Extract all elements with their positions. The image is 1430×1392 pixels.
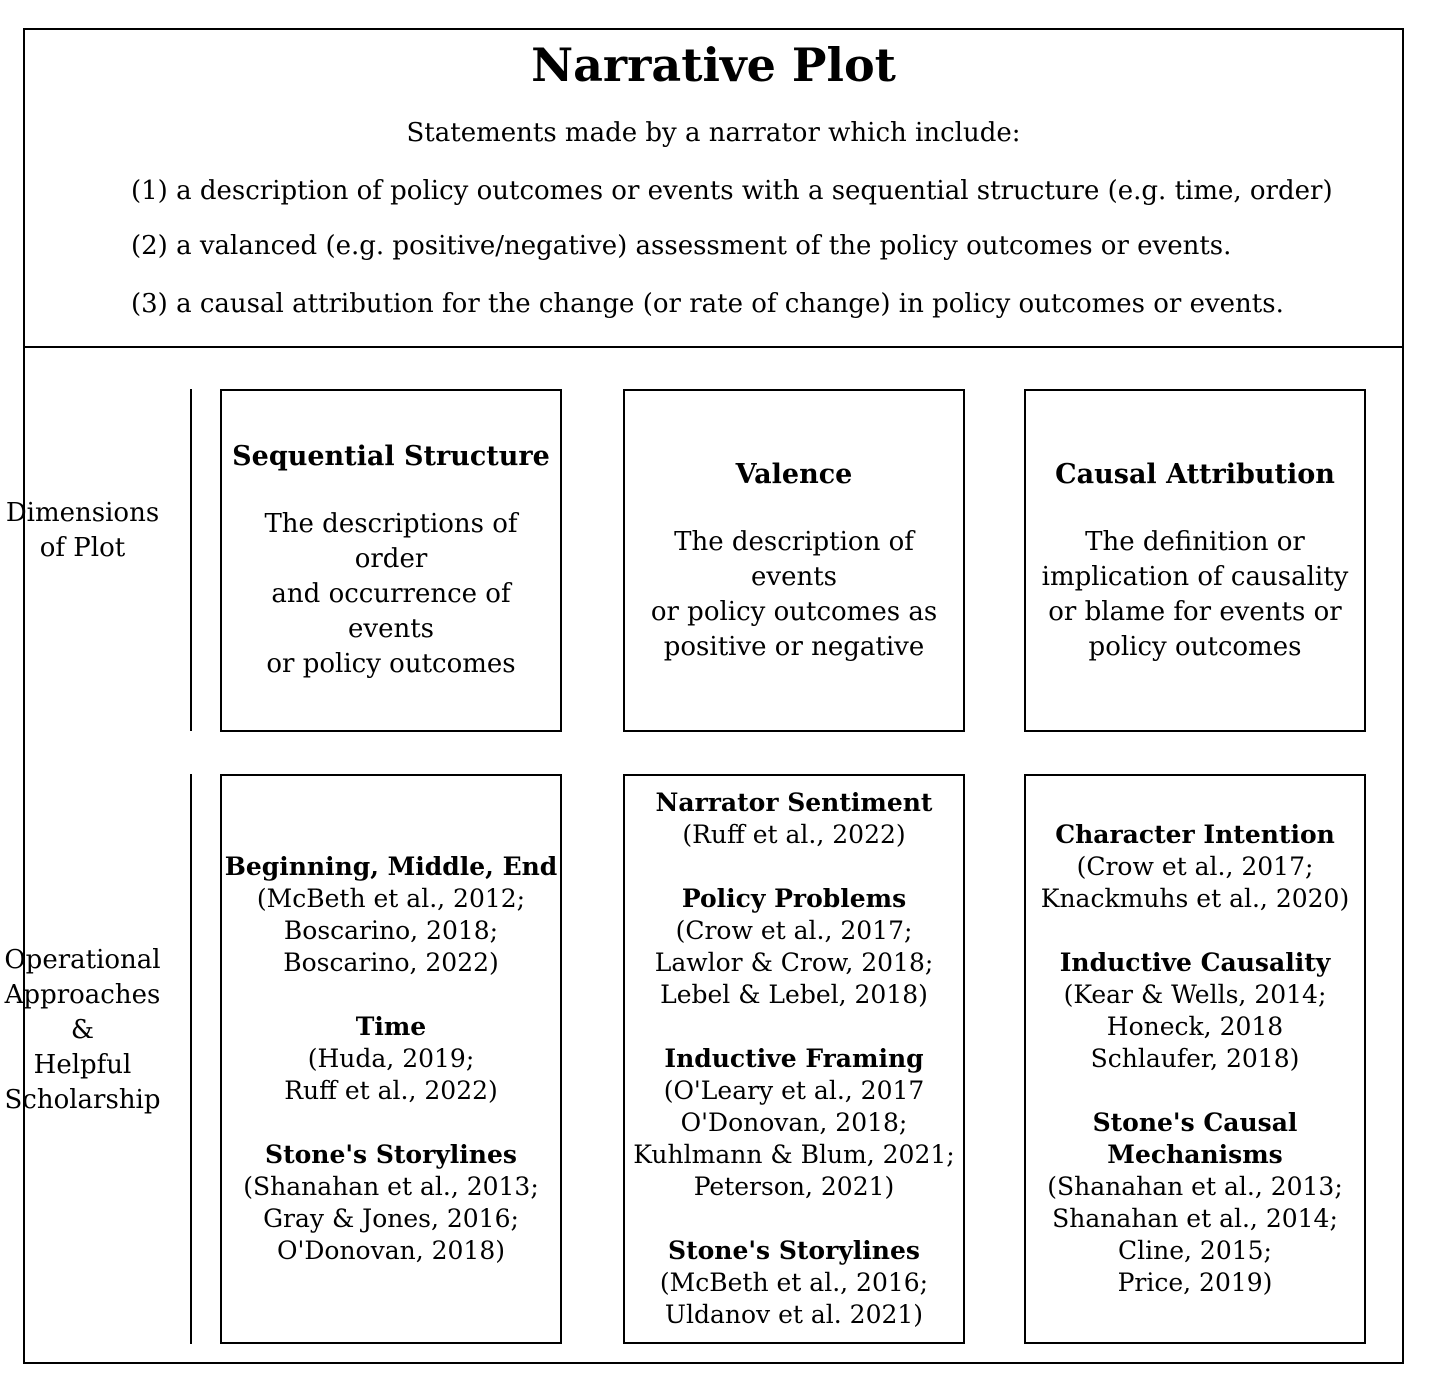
approach-title: Stone's Storylines <box>265 1140 517 1169</box>
approach-title: Beginning, Middle, End <box>224 852 558 881</box>
dimension-description <box>1038 525 1353 665</box>
row-label-line: Approaches <box>4 980 161 1010</box>
citation-line: (McBeth et al., 2016; <box>659 1268 929 1297</box>
approach-group <box>656 787 933 851</box>
dimension-heading: Valence <box>735 458 853 490</box>
citation-line: (Shanahan et al., 2013; <box>1047 1172 1343 1201</box>
description-line: The description of events <box>674 526 914 592</box>
approach-title: Inductive Framing <box>664 1044 924 1073</box>
approach-group <box>633 1043 954 1203</box>
row-label-line: Scholarship <box>4 1085 161 1115</box>
approach-group <box>655 883 934 1011</box>
citation-line: (Huda, 2019; <box>307 1044 475 1073</box>
citation-line: Uldanov et al. 2021) <box>664 1300 924 1329</box>
row-label-line: Dimensions <box>5 498 160 528</box>
citation-line: Kuhlmann & Blum, 2021; <box>633 1140 955 1169</box>
row-label-dimensions <box>0 496 165 566</box>
approach-title: Stone's Causal <box>1092 1108 1298 1137</box>
header-panel <box>25 30 1402 348</box>
approach-title: Narrator Sentiment <box>655 788 933 817</box>
dimension-box-valence <box>623 389 965 732</box>
citation-line: Boscarino, 2018; <box>283 916 499 945</box>
citation-line: Schlaufer, 2018) <box>1090 1044 1300 1073</box>
approaches-box-valence <box>623 774 965 1344</box>
approach-group <box>243 1139 539 1267</box>
approach-title: Time <box>355 1012 427 1041</box>
approach-group <box>225 851 558 979</box>
approach-title: Inductive Causality <box>1059 948 1331 977</box>
row-divider-line <box>190 774 192 1344</box>
approach-group <box>284 1011 498 1107</box>
row-label-operational <box>0 943 165 1118</box>
approaches-box-sequential <box>220 774 562 1344</box>
dimension-box-sequential <box>220 389 562 732</box>
citation-line: Boscarino, 2022) <box>283 948 499 977</box>
citation-line: Lebel & Lebel, 2018) <box>660 980 928 1009</box>
approach-group <box>1047 1107 1343 1299</box>
citation-line: (Ruff et al., 2022) <box>682 820 906 849</box>
diagram-subtitle: Statements made by a narrator which include: <box>406 118 1021 148</box>
diagram-title: Narrative Plot <box>531 38 896 92</box>
citation-line: O'Donovan, 2018; <box>680 1108 908 1137</box>
description-line: The descriptions of order <box>264 509 518 574</box>
criterion-item: (1) a description of policy outcomes or events with a sequential structure (e.g. time, order) <box>131 176 1333 206</box>
row-label-line: Helpful <box>33 1050 132 1080</box>
dimension-heading: Sequential Structure <box>232 441 550 472</box>
citation-line: Peterson, 2021) <box>693 1172 895 1201</box>
citation-line: Honeck, 2018 <box>1106 1012 1284 1041</box>
citation-line: Cline, 2015; <box>1118 1236 1272 1265</box>
approach-group <box>1060 947 1331 1075</box>
description-line: implication of causality <box>1041 561 1349 592</box>
criterion-item: (2) a valanced (e.g. positive/negative) assessment of the policy outcomes or events. <box>131 231 1232 261</box>
approach-title: Stone's Storylines <box>668 1236 920 1265</box>
approach-title: Character Intention <box>1055 820 1335 849</box>
dimension-heading: Causal Attribution <box>1055 458 1335 490</box>
description-line: and occurrence of events <box>271 579 511 644</box>
citation-line: (O'Leary et al., 2017 <box>663 1076 925 1105</box>
dimension-description <box>222 507 560 682</box>
citation-line: (Crow et al., 2017; <box>675 916 913 945</box>
citation-line: Ruff et al., 2022) <box>284 1076 498 1105</box>
row-label-line: Operational <box>4 945 161 975</box>
citation-line: Knackmuhs et al., 2020) <box>1040 884 1350 913</box>
dimension-description <box>625 525 963 665</box>
criterion-item: (3) a causal attribution for the change (or rate of change) in policy outcomes or events. <box>131 289 1284 319</box>
approaches-box-causal <box>1024 774 1366 1344</box>
dimension-box-causal <box>1024 389 1366 732</box>
citation-line: Gray & Jones, 2016; <box>263 1204 519 1233</box>
citation-line: Lawlor & Crow, 2018; <box>654 948 934 977</box>
description-line: or blame for events or <box>1048 596 1342 627</box>
approach-group <box>1041 819 1349 915</box>
row-label-line: & <box>70 1015 95 1045</box>
description-line: positive or negative <box>663 631 925 662</box>
citation-line: (McBeth et al., 2012; <box>256 884 526 913</box>
approach-title: Policy Problems <box>681 884 907 913</box>
row-divider-line <box>190 389 192 731</box>
description-line: or policy outcomes as <box>650 596 938 627</box>
description-line: The definition or <box>1085 526 1305 557</box>
description-line: policy outcomes <box>1088 631 1302 662</box>
description-line: or policy outcomes <box>266 649 516 679</box>
citation-line: (Shanahan et al., 2013; <box>243 1172 539 1201</box>
citation-line: (Crow et al., 2017; <box>1076 852 1314 881</box>
citation-line: O'Donovan, 2018) <box>276 1236 505 1265</box>
row-label-line: of Plot <box>39 533 126 563</box>
approach-group <box>660 1235 928 1331</box>
citation-line: (Kear & Wells, 2014; <box>1063 980 1327 1009</box>
citation-line: Price, 2019) <box>1117 1268 1273 1297</box>
citation-line: Shanahan et al., 2014; <box>1052 1204 1338 1233</box>
approach-title: Mechanisms <box>1107 1140 1283 1169</box>
